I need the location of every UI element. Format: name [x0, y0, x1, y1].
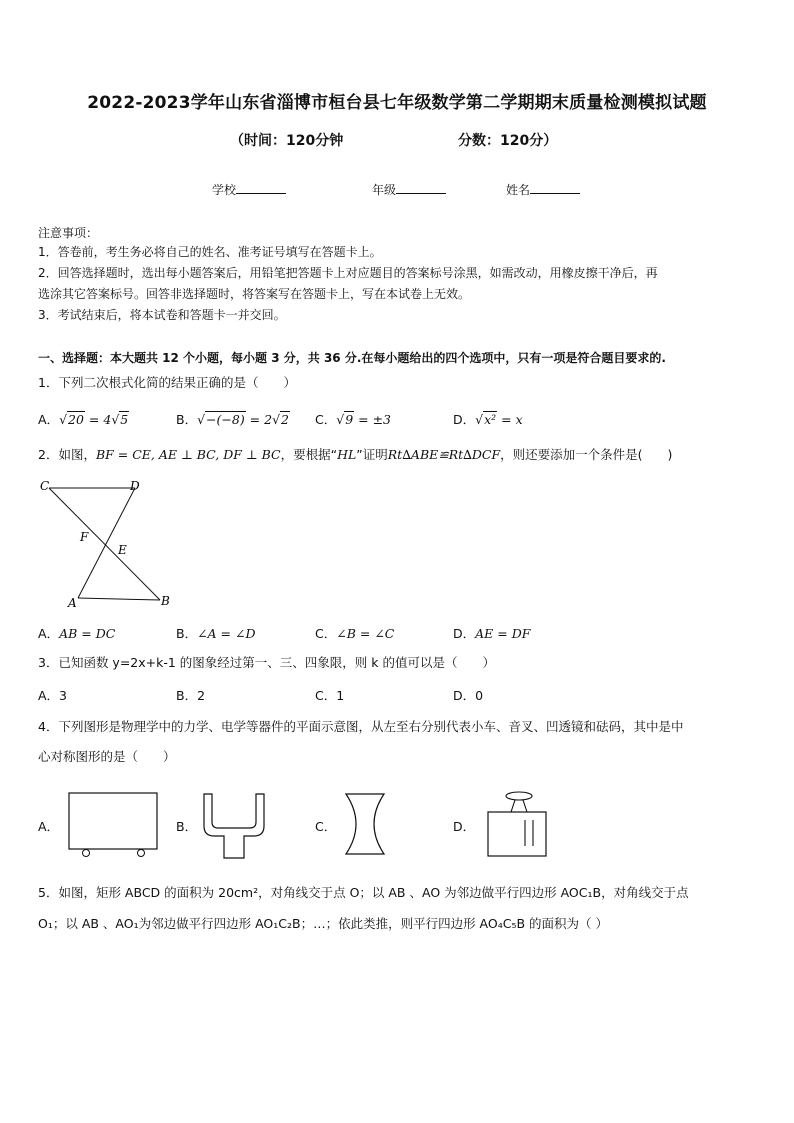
q2-option-c: C．∠B = ∠C — [315, 626, 395, 641]
question-4-line1: 4．下列图形是物理学中的力学、电学等器件的平面示意图，从左至右分别代表小车、音叉、凹透镜和砝码，其中是中 — [38, 719, 684, 734]
question-5-line2: O₁；以 AB 、AO₁为邻边做平行四边形 AO₁C₂B；…；依此类推，则平行四边形 AO₄C₅B 的面积为（ ） — [38, 916, 608, 931]
q1-option-d: D．√x² = x — [453, 412, 523, 427]
school-field: 学校 — [212, 181, 286, 198]
note-item: 选涂其它答案标号。回答非选择题时，将答案写在答题卡上，写在本试卷上无效。 — [38, 287, 471, 301]
q3-option-d: D．0 — [453, 688, 484, 703]
weight-figure — [483, 790, 553, 862]
cart-figure — [64, 790, 164, 862]
exam-score: 分数：120分） — [458, 133, 558, 149]
q3-option-b: B．2 — [176, 688, 206, 703]
exam-title: 2022-2023学年山东省淄博市桓台县七年级数学第二学期期末质量检测模拟试题 — [87, 93, 707, 113]
notes-heading: 注意事项： — [38, 226, 99, 240]
q3-option-c: C．1 — [315, 688, 345, 703]
point-label-e: E — [118, 543, 127, 557]
q2-option-a: A．AB = DC — [38, 626, 116, 641]
q4-option-a-label: A． — [38, 819, 60, 834]
question-2-stem: 2．如图，BF = CE, AE ⊥ BC, DF ⊥ BC，要根据“HL”证明Rt∆ABE≌Rt∆DCF，则还要添加一个条件是( ) — [38, 447, 673, 462]
q2-option-b: B．∠A = ∠D — [176, 626, 256, 641]
q1-option-b: B．√−(−8) = 2√2 — [176, 412, 289, 427]
note-item: 3．考试结束后，将本试卷和答题卡一并交回。 — [38, 308, 286, 322]
point-label-b: B — [161, 594, 170, 608]
q1-option-a: A．√20 = 4√5 — [38, 412, 129, 427]
q4-option-c-label: C． — [315, 819, 337, 834]
point-label-d: D — [130, 479, 140, 493]
concave-lens-figure — [340, 790, 390, 860]
q1-option-c: C．√9 = ±3 — [315, 412, 392, 427]
q2-figure — [38, 478, 178, 613]
question-5-line1: 5．如图，矩形 ABCD 的面积为 20cm²，对角线交于点 O；以 AB 、AO 为邻边做平行四边形 AOC₁B，对角线交于点 — [38, 885, 689, 900]
name-field: 姓名 — [506, 181, 580, 198]
question-3-stem: 3．已知函数 y=2x+k-1 的图象经过第一、三、四象限，则 k 的值可以是（ ） — [38, 655, 495, 670]
exam-time: （时间：120分钟 — [230, 133, 344, 149]
note-item: 2．回答选择题时，选出每小题答案后，用铅笔把答题卡上对应题目的答案标号涂黑，如需改动，用橡皮擦干净后，再 — [38, 266, 658, 280]
q4-option-b-label: B． — [176, 819, 198, 834]
q4-option-d-label: D． — [453, 819, 476, 834]
question-1-stem: 1．下列二次根式化简的结果正确的是（ ） — [38, 375, 296, 390]
grade-field: 年级 — [372, 181, 446, 198]
question-4-line2: 心对称图形的是（ ） — [38, 749, 176, 764]
note-item: 1．答卷前，考生务必将自己的姓名、准考证号填写在答题卡上。 — [38, 245, 382, 259]
q2-option-d: D．AE = DF — [453, 626, 531, 641]
q3-option-a: A．3 — [38, 688, 68, 703]
point-label-a: A — [68, 596, 77, 610]
tuning-fork-figure — [200, 790, 272, 862]
section-heading: 一、选择题：本大题共 12 个小题，每小题 3 分，共 36 分.在每小题给出的四个选项中，只有一项是符合题目要求的. — [38, 351, 666, 365]
point-label-f: F — [80, 530, 89, 544]
point-label-c: C — [40, 479, 50, 493]
